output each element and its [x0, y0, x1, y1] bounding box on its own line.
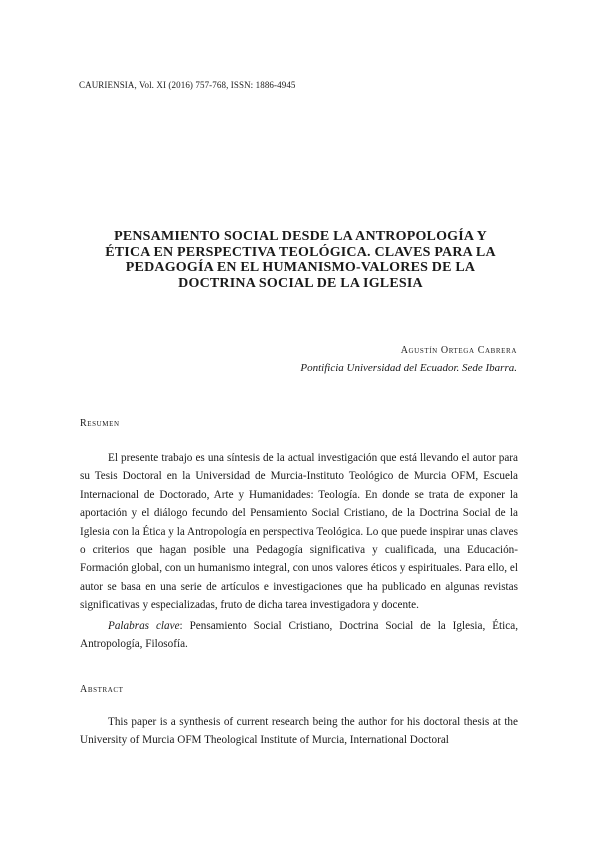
- resumen-heading: Resumen: [80, 418, 120, 429]
- keywords-label: Palabras clave: [108, 620, 180, 632]
- title-line: PENSAMIENTO SOCIAL DESDE LA ANTROPOLOGÍA Y: [114, 229, 487, 244]
- title-line: ÉTICA EN PERSPECTIVA TEOLÓGICA. CLAVES PARA LA: [105, 244, 496, 260]
- article-title: [70, 229, 531, 291]
- keywords-list: : Pensamiento Social Cristiano, Doctrina Social de la Iglesia, Ética, Antropología, Filosofía.: [80, 620, 518, 651]
- abstract-heading: Abstract: [80, 684, 124, 695]
- running-head: CAURIENSIA, Vol. XI (2016) 757-768, ISSN: 1886-4945: [79, 80, 296, 90]
- title-line: DOCTRINA SOCIAL DE LA IGLESIA: [178, 275, 423, 291]
- keywords: [80, 617, 518, 654]
- title-line: PEDAGOGÍA EN EL HUMANISMO-VALORES DE LA: [125, 260, 476, 275]
- author-affiliation: Pontificia Universidad del Ecuador. Sede Ibarra.: [300, 362, 517, 374]
- abstract-body: This paper is a synthesis of current research being the author for his doctoral thesis at the University of Murcia OFM Theological Institute of Murcia, International Doctoral: [80, 716, 518, 747]
- author-name: Agustín Ortega Cabrera: [400, 345, 517, 356]
- resumen-body: El presente trabajo es una síntesis de la actual investigación que está llevando el autor para su Tesis Doctoral en la Universidad de Murcia-Instituto Teológico de Murcia OFM, Escuela Internacional de Doctorado, Arte y Humanidades: Teología. En donde se trata de exponer la aportación y el diálogo fecundo del Pensamiento Social Cristiano, de la Doctrina Social de la Iglesia con la Ética y la Antropología en perspectiva Teológica. Lo que puede inspirar unas claves o criterios que hagan posible una Pedagogía significativa y cualificada, una Educación-Formación global, con un humanismo integral, con unos valores éticos y espirituales. Para ello, el autor se basa en una serie de artículos e investigaciones que ha publicado en algunas revistas significativas y especializadas, fruto de dicha tarea investigadora y docente.: [80, 452, 518, 612]
